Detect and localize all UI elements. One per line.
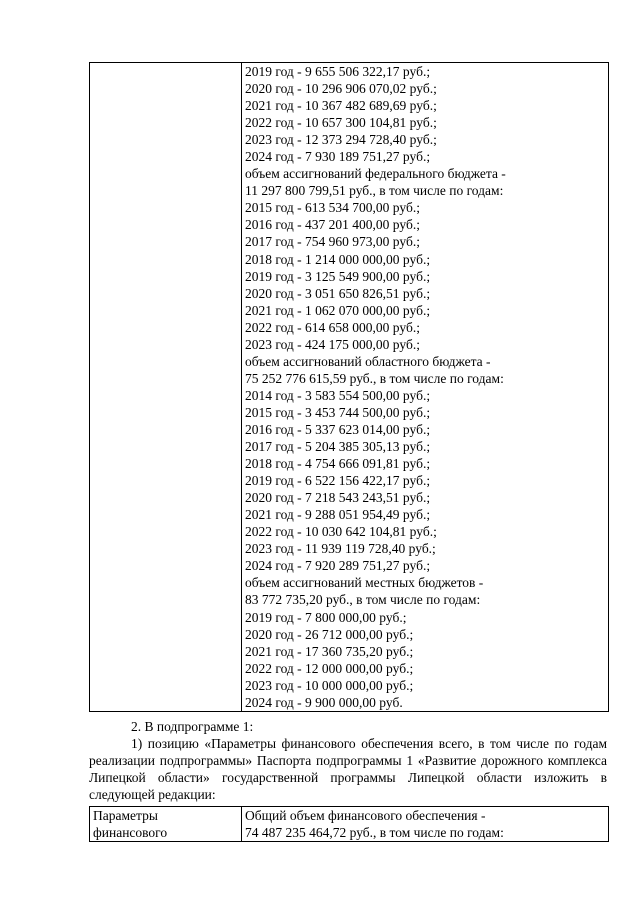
- financing-line: 2022 год - 12 000 000,00 руб.;: [245, 660, 414, 676]
- financing-line: 2017 год - 754 960 973,00 руб.;: [245, 234, 420, 250]
- financing-line: 2016 год - 5 337 623 014,00 руб.;: [245, 421, 431, 437]
- financing-line: 2021 год - 9 288 051 954,49 руб.;: [245, 507, 431, 523]
- financing-line: 2014 год - 3 583 554 500,00 руб.;: [245, 387, 431, 403]
- financing-line: 2015 год - 613 534 700,00 руб.;: [245, 200, 420, 216]
- financing-line: 2020 год - 26 712 000,00 руб.;: [245, 626, 414, 642]
- financing-line: 2020 год - 10 296 906 070,02 руб.;: [245, 81, 437, 97]
- financing-line: 75 252 776 615,59 руб., в том числе по годам:: [245, 370, 504, 386]
- financing-line: 2021 год - 1 062 070 000,00 руб.;: [245, 302, 431, 318]
- cell-line: финансового: [93, 825, 168, 840]
- financing-line: 2022 год - 10 657 300 104,81 руб.;: [245, 115, 437, 131]
- financing-line: 2023 год - 10 000 000,00 руб.;: [245, 677, 414, 693]
- financing-line: 2023 год - 424 175 000,00 руб.;: [245, 336, 420, 352]
- body-paragraph: 1) позицию «Параметры финансового обеспечения всего, в том числе по годам реализации подпрограммы» Паспорта подпрограммы 1 «Развитие дорожного комплекса Липецкой области» государственной программы Липецкой области изложить в следующей редакции:: [89, 736, 607, 802]
- financing-line: 2021 год - 17 360 735,20 руб.;: [245, 643, 414, 659]
- financing-line: объем ассигнований федерального бюджета -: [245, 166, 506, 182]
- section-heading: 2. В подпрограмме 1:: [131, 719, 254, 734]
- parameters-table: [89, 806, 609, 842]
- financing-line: 2022 год - 614 658 000,00 руб.;: [245, 319, 420, 335]
- table-row: [90, 63, 609, 712]
- financing-line: 2018 год - 1 214 000 000,00 руб.;: [245, 251, 431, 267]
- financing-table: [89, 62, 609, 712]
- financing-line: 2020 год - 7 218 543 243,51 руб.;: [245, 490, 431, 506]
- cell-line: 74 487 235 464,72 руб., в том числе по годам:: [245, 825, 504, 840]
- financing-line: объем ассигнований областного бюджета -: [245, 353, 491, 369]
- financing-line: 83 772 735,20 руб., в том числе по годам:: [245, 592, 481, 608]
- financing-line: 2024 год - 7 930 189 751,27 руб.;: [245, 149, 431, 165]
- financing-line: 2023 год - 11 939 119 728,40 руб.;: [245, 541, 436, 557]
- financing-line: 2017 год - 5 204 385 305,13 руб.;: [245, 439, 431, 455]
- financing-line: 2024 год - 7 920 289 751,27 руб.;: [245, 558, 431, 574]
- cell-line: Параметры: [93, 808, 158, 823]
- financing-line: 2019 год - 3 125 549 900,00 руб.;: [245, 268, 431, 284]
- financing-line: 2023 год - 12 373 294 728,40 руб.;: [245, 132, 437, 148]
- financing-line: объем ассигнований местных бюджетов -: [245, 575, 484, 591]
- financing-line: 2015 год - 3 453 744 500,00 руб.;: [245, 404, 431, 420]
- parameter-value-cell: [242, 807, 609, 842]
- table-row: [90, 807, 609, 842]
- financing-line: 2022 год - 10 030 642 104,81 руб.;: [245, 524, 437, 540]
- parameter-name-cell: [90, 807, 242, 842]
- financing-line: 11 297 800 799,51 руб., в том числе по годам:: [245, 183, 504, 199]
- financing-line: 2019 год - 9 655 506 322,17 руб.;: [245, 64, 431, 79]
- table-right-cell: [242, 63, 609, 712]
- financing-line: 2021 год - 10 367 482 689,69 руб.;: [245, 98, 437, 114]
- financing-line: 2019 год - 7 800 000,00 руб.;: [245, 609, 407, 625]
- financing-line: 2020 год - 3 051 650 826,51 руб.;: [245, 285, 431, 301]
- financing-line: 2016 год - 437 201 400,00 руб.;: [245, 217, 420, 233]
- financing-line: 2018 год - 4 754 666 091,81 руб.;: [245, 456, 431, 472]
- financing-line: 2024 год - 9 900 000,00 руб.: [245, 694, 403, 710]
- financing-line: 2019 год - 6 522 156 422,17 руб.;: [245, 473, 431, 489]
- table-left-cell: [90, 63, 242, 712]
- cell-line: Общий объем финансового обеспечения -: [245, 808, 486, 823]
